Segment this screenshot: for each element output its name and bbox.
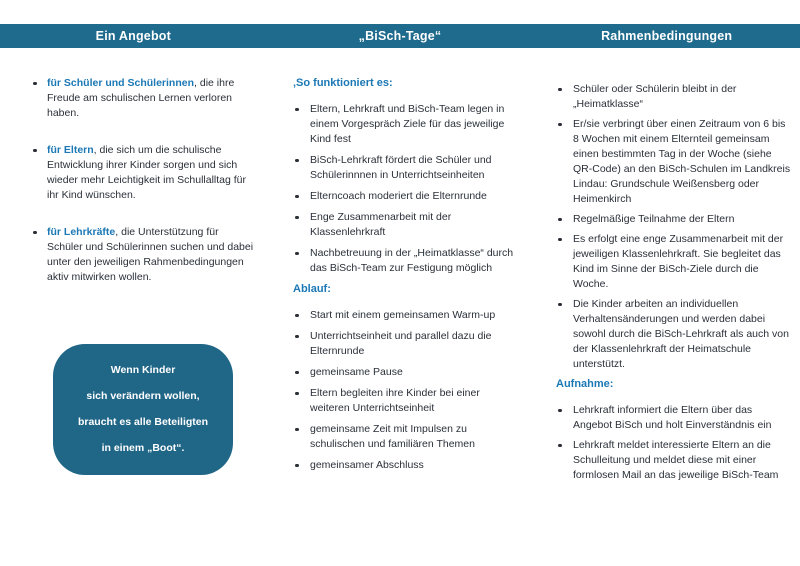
column-bisch-tage: [267, 48, 534, 479]
callout-line: Wenn Kinder: [110, 364, 176, 376]
callout-line: braucht es alle Beteiligten: [77, 416, 209, 428]
header-ein-angebot: Ein Angebot: [95, 29, 171, 43]
section-heading-so-funktioniert-es: ‚So funktioniert es:: [293, 77, 393, 89]
list-item: Eltern, Lehrkraft und BiSch-Team legen in einem Vorgespräch Ziele für das jeweilige Kind fest: [293, 102, 520, 147]
callout-line: sich verändern wollen,: [86, 390, 200, 402]
callout-box: [53, 344, 233, 475]
list-item: gemeinsamer Abschluss: [293, 458, 520, 473]
list-item: Lehrkraft meldet interessierte Eltern an die Schulleitung und meldet diese mit einer formlosen Mail an das jeweilige BiSch-Team: [556, 438, 792, 483]
section-heading-aufnahme: Aufnahme:: [556, 378, 614, 390]
so-funktioniert-bullet-list: [293, 102, 520, 276]
list-item: Eltern begleiten ihre Kinder bei einer weiteren Unterrichtseinheit: [293, 386, 520, 416]
list-item: Regelmäßige Teilnahme der Eltern: [556, 212, 792, 227]
list-item: gemeinsame Pause: [293, 365, 520, 380]
bullet-text: , die ihre Freude am schulischen Lernen verloren haben.: [47, 77, 235, 119]
list-item: [31, 225, 257, 285]
column-angebot: [0, 48, 267, 475]
list-item: Nachbetreuung in der „Heimatklasse“ durch das BiSch-Team zur Festigung möglich: [293, 246, 520, 276]
header-rahmenbedingungen: Rahmenbedingungen: [601, 29, 733, 43]
list-item: Enge Zusammenarbeit mit der Klassenlehrkraft: [293, 210, 520, 240]
list-item: [31, 143, 257, 203]
ablauf-bullet-list: [293, 308, 520, 473]
section-heading-ablauf: Ablauf:: [293, 283, 331, 295]
list-item: Lehrkraft informiert die Eltern über das Angebot BiSch und holt Einverständnis ein: [556, 403, 792, 433]
column-rahmenbedingungen: [534, 48, 800, 488]
list-item: gemeinsame Zeit mit Impulsen zu schulischen und familiären Themen: [293, 422, 520, 452]
bullet-text: , die sich um die schulische Entwicklung ihrer Kinder sorgen und sich wieder mehr Leichtigkeit im Schullalltag für ihr Kind wünschen.: [47, 144, 247, 201]
list-item: Start mit einem gemeinsamen Warm-up: [293, 308, 520, 323]
list-item: Es erfolgt eine enge Zusammenarbeit mit der jeweiligen Klassenlehrkraft. Sie begleitet das Kind im Sinne der BiSch-Ziele durch die Woche.: [556, 232, 792, 292]
header-bisch-tage: „BiSch-Tage“: [358, 29, 442, 43]
angebot-bullet-list: [31, 76, 257, 285]
bullet-bold-lead: für Lehrkräfte: [47, 226, 116, 238]
callout-line: in einem „Boot“.: [101, 442, 185, 454]
bullet-text: , die Unterstützung für Schüler und Schülerinnen suchen und dabei unter den jeweiligen Rahmenbedingungen aktiv mitwirken wollen.: [47, 226, 254, 283]
list-item: Elterncoach moderiert die Elternrunde: [293, 189, 520, 204]
aufnahme-bullet-list: [556, 403, 792, 483]
list-item: [31, 76, 257, 121]
bullet-bold-lead: für Schüler und Schülerinnen: [47, 77, 195, 89]
content-columns: [0, 48, 800, 488]
list-item: Er/sie verbringt über einen Zeitraum von 6 bis 8 Wochen mit einem Elternteil gemeinsam einen bestimmten Tag in der Woche (siehe QR-Code) an den BiSch-Schulen im Landkreis Lindau: Grundschule Weißensberg oder Heimenkirch: [556, 117, 792, 207]
rahmenbedingungen-bullet-list: [556, 82, 792, 372]
list-item: BiSch-Lehrkraft fördert die Schüler und Schülerinnnen in Unterrichtseinheiten: [293, 153, 520, 183]
list-item: Schüler oder Schülerin bleibt in der „Heimatklasse“: [556, 82, 792, 112]
header-bar: [0, 24, 800, 48]
list-item: Die Kinder arbeiten an individuellen Verhaltensänderungen und werden dabei sowohl durch die BiSch-Lehrkraft als auch von der Klassenlehrkraft der Heimatschule unterstützt.: [556, 297, 792, 372]
bullet-bold-lead: für Eltern: [47, 144, 94, 156]
list-item: Unterrichtseinheit und parallel dazu die Elternrunde: [293, 329, 520, 359]
